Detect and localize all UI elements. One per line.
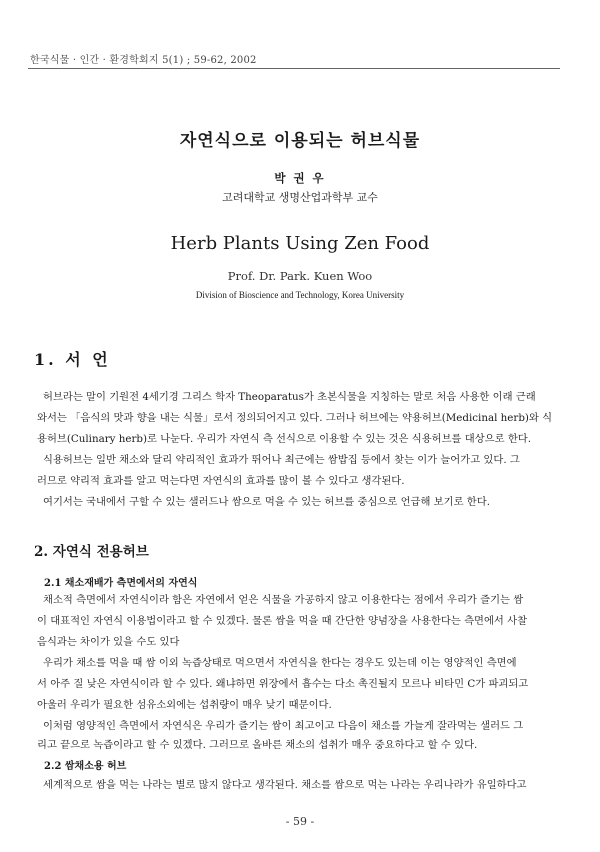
- header-divider: [28, 68, 560, 69]
- english-title: Herb Plants Using Zen Food: [170, 233, 430, 254]
- korean-author: 박 권 우: [274, 171, 326, 185]
- korean-title: 자연식으로 이용되는 허브식물: [179, 131, 421, 151]
- paragraph-line: 이 대표적인 자연식 이용법이라고 할 수 있겠다. 물론 쌈을 먹을 때 간단한 양념장을 사용한다는 측면에서 사찰: [37, 615, 528, 627]
- paragraph-line: 이처럼 영양적인 측면에서 자연식은 우리가 즐기는 쌈이 최고이고 다음이 채소를 가늘게 잘라먹는 샐러드 그: [43, 720, 524, 732]
- paragraph-line: 러므로 약리적 효과를 알고 먹는다면 자연식의 효과를 많이 볼 수 있다고 생각된다.: [37, 475, 405, 487]
- english-affiliation: Division of Bioscience and Technology, Korea University: [195, 290, 405, 300]
- subsection-2-2-heading: 2.2 쌈채소용 허브: [44, 761, 127, 772]
- paragraph-line: 허브라는 말이 기원전 4세기경 그리스 학자 Theoparatus가 초본식물을 지칭하는 말로 처음 사용한 이래 근래: [43, 391, 536, 403]
- subsection-2-1-heading: 2.1 채소재배가 측면에서의 자연식: [44, 578, 198, 589]
- paragraph-line: 와서는 「음식의 맛과 향을 내는 식물」로서 정의되어지고 있다. 그러나 허브에는 약용허브(Medicinal herb)와 식: [37, 412, 553, 424]
- paragraph-line: 리고 끝으로 녹즙이라고 할 수 있겠다. 그러므로 올바른 채소의 섭취가 매우 중요하다고 할 수 있다.: [37, 739, 478, 751]
- section-2-heading: 2. 자연식 전용허브: [34, 544, 149, 560]
- paragraph-line: 음식과는 차이가 있을 수도 있다: [37, 636, 180, 648]
- page-number: - 59 -: [285, 815, 315, 828]
- section-1-heading: 1. 서 언: [34, 350, 111, 369]
- paragraph-line: 우리가 채소를 먹을 때 쌈 이외 녹즙상태로 먹으면서 자연식을 한다는 경우도 있는데 이는 영양적인 측면에: [43, 657, 517, 669]
- korean-affiliation: 고려대학교 생명산업과학부 교수: [222, 191, 378, 204]
- paragraph-line: 용허브(Culinary herb)로 나눈다. 우리가 자연식 측 선식으로 이용할 수 있는 것은 식용허브를 대상으로 한다.: [37, 433, 532, 445]
- paragraph-line: 여기서는 국내에서 구할 수 있는 샐러드나 쌈으로 먹을 수 있는 허브를 중심으로 언급해 보기로 한다.: [43, 496, 490, 508]
- paragraph-line: 식용허브는 일반 채소와 달리 약리적인 효과가 뛰어나 최근에는 쌈밥집 등에서 찾는 이가 늘어가고 있다. 그: [43, 454, 520, 466]
- paragraph-line: 서 아주 질 낮은 자연식이라 할 수 있다. 왜냐하면 위장에서 흡수는 다소 촉진될지 모르나 비타민 C가 파괴되고: [37, 678, 529, 690]
- paragraph-line: 채소적 측면에서 자연식이라 함은 자연에서 얻은 식물을 가공하지 않고 이용한다는 점에서 우리가 즐기는 쌈: [43, 594, 524, 606]
- english-author: Prof. Dr. Park. Kuen Woo: [227, 269, 373, 283]
- journal-header: 한국식물 · 인간 · 환경학회지 5(1) ; 59-62, 2002: [30, 55, 257, 66]
- paragraph-line: 세계적으로 쌈을 먹는 나라는 별로 많지 않다고 생각된다. 채소를 쌈으로 먹는 나라는 우리나라가 유일하다고: [43, 779, 527, 791]
- paragraph-line: 아울러 우리가 필요한 섬유소외에는 섭취량이 매우 낮기 때문이다.: [37, 699, 332, 711]
